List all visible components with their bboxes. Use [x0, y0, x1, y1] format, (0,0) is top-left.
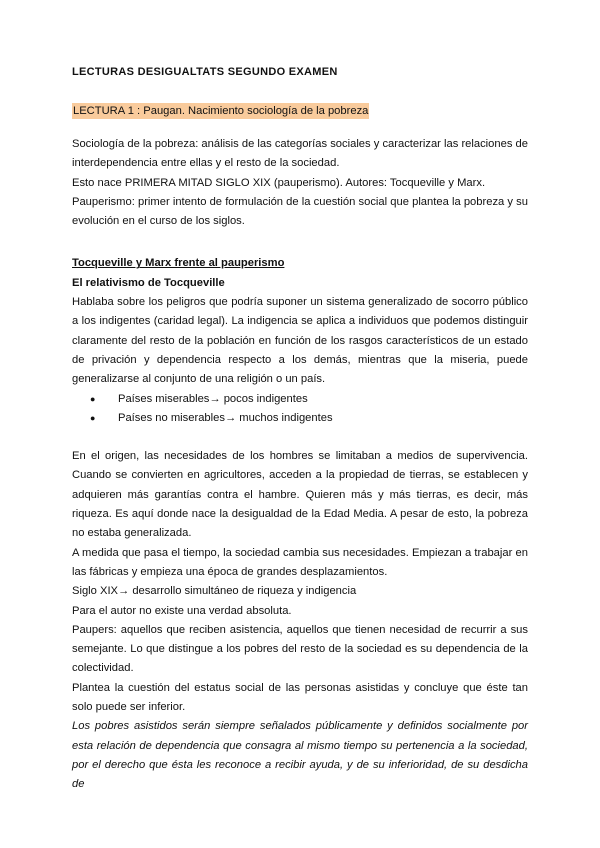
- list-item: ● Países miserables→ pocos indigentes: [72, 390, 528, 409]
- intro-block: [72, 135, 528, 231]
- subsection-heading: El relativismo de Tocqueville: [72, 276, 225, 289]
- italic-quote: Los pobres asistidos serán siempre señalados públicamente y definidos socialmente por esta relación de dependencia que consagra al mismo tiempo su pertenencia a la sociedad, por el derecho que ésta les reconoce a recibir ayuda, y de su inferioridad, de su desdicha de: [72, 720, 528, 791]
- paragraph-origen: En el origen, las necesidades de los hombres se limitaban a medios de supervivencia. Cuando se convierten en agricultores, acceden a la propiedad de tierras, se establecen y adquieren más garantías contra el hambre. Quieren más y más tierras, es decir, más riqueza. Es aquí donde nace la desigualdad de la Edad Media. A pesar de esto, la pobreza no estaba generalizada.: [72, 450, 528, 540]
- document-title: LECTURAS DESIGUALTATS SEGUNDO EXAMEN: [72, 66, 338, 78]
- paragraph-tiempo: A medida que pasa el tiempo, la sociedad cambia sus necesidades. Empiezan a trabajar en las fábricas y empieza una época de grandes desplazamientos.: [72, 546, 528, 578]
- paragraph-siglo-xix: Siglo XIX→ desarrollo simultáneo de riqueza y indigencia: [72, 585, 357, 598]
- list-item: ● Países no miserables→ muchos indigentes: [72, 409, 528, 428]
- section-heading: Tocqueville y Marx frente al pauperismo: [72, 257, 285, 270]
- paragraph-verdad-absoluta: Para el autor no existe una verdad absoluta.: [72, 604, 292, 617]
- document-body: [72, 63, 528, 795]
- bullet-list: [72, 390, 528, 429]
- intro-origin-line: Esto nace PRIMERA MITAD SIGLO XIX (pauperismo). Autores: Tocqueville y Marx.: [72, 176, 486, 189]
- paragraph-estatus-social: Plantea la cuestión del estatus social de las personas asistidas y concluye que éste tan solo puede ser inferior.: [72, 681, 528, 714]
- intro-paragraph: Sociología de la pobreza: análisis de las categorías sociales y caracterizar las relaciones de interdependencia entre ellas y el resto de la sociedad.: [72, 138, 528, 170]
- spacer: [72, 428, 528, 447]
- highlighted-reading-heading: LECTURA 1 : Paugan. Nacimiento sociología de la pobreza: [73, 105, 369, 117]
- paragraph-socorro-publico: Hablaba sobre los peligros que podría suponer un sistema generalizado de socorro público a los indigentes (caridad legal). La indigencia se aplica a individuos que podemos distinguir claramente del resto de la población en función de los rasgos característicos de un estado de privación y dependencia respecto a los demás, mientras que la miseria, puede generalizarse al conjunto de una religión o un país.: [72, 296, 528, 386]
- reading-heading-line: [72, 102, 528, 121]
- intro-pauperismo-definition: Pauperismo: primer intento de formulación de la cuestión social que plantea la pobreza y su evolución en el curso de los siglos.: [72, 195, 528, 228]
- paragraph-paupers: Paupers: aquellos que reciben asistencia, aquellos que tienen necesidad de recurrir a sus semejante. Lo que distingue a los pobres del resto de la sociedad es su dependencia de la colectividad.: [72, 623, 528, 675]
